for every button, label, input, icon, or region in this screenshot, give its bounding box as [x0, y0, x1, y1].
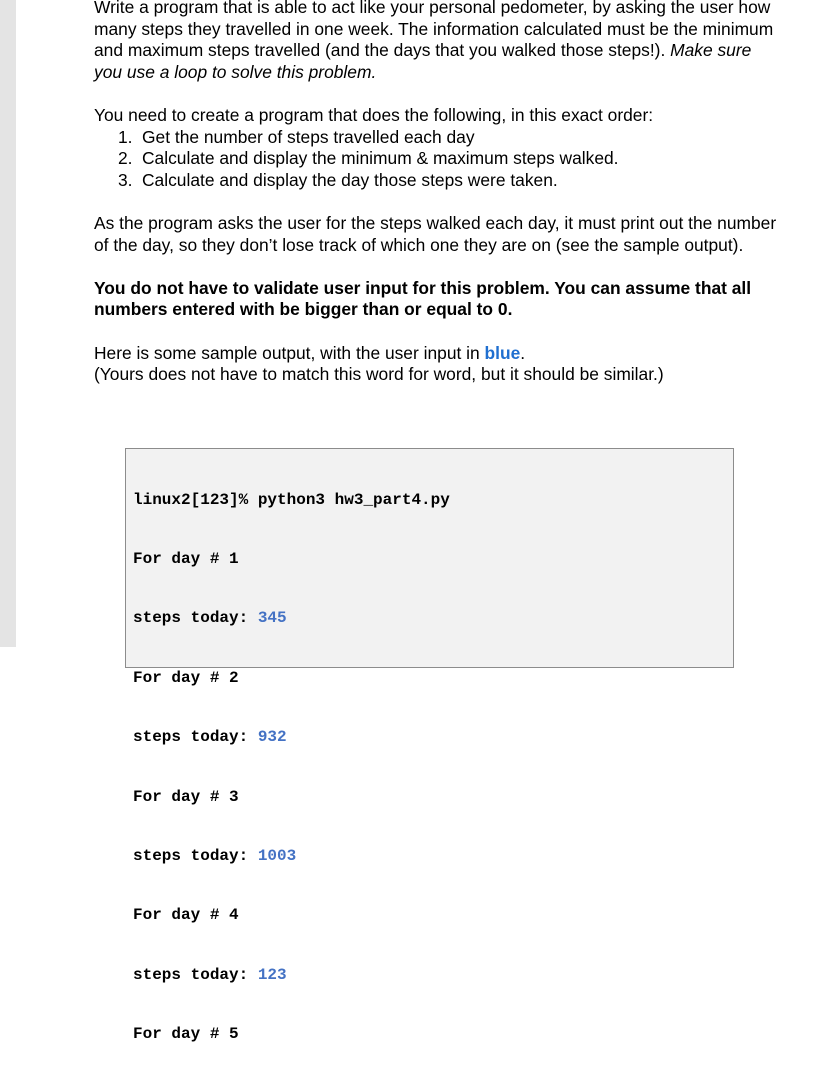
list-item-number: 3.: [118, 169, 133, 190]
terminal-line: [133, 788, 733, 808]
terminal-line: [133, 1025, 733, 1045]
list-item-number: 1.: [118, 126, 133, 147]
terminal-line: [133, 847, 733, 867]
terminal-label: steps today:: [133, 965, 258, 984]
intro-emphasis: Make sure you use a loop to solve this problem.: [94, 40, 752, 82]
terminal-command-line: linux2[123]% python3 hw3_part4.py: [133, 490, 450, 509]
terminal-label: For day # 4: [133, 906, 239, 925]
validation-note: You do not have to validate user input for this problem. You can assume that all numbers entered with be bigger than or equal to 0.: [94, 277, 752, 320]
blue-word: blue: [484, 342, 521, 363]
terminal-user-input: 123: [257, 965, 287, 984]
requirements-lead: You need to create a program that does the following, in this exact order:: [94, 104, 654, 125]
terminal-label: For day # 5: [133, 1025, 239, 1044]
terminal-label: steps today:: [133, 609, 258, 628]
terminal-label: steps today:: [133, 728, 258, 747]
list-item: [94, 170, 784, 192]
sample-note: (Yours does not have to match this word for word, but it should be similar.): [94, 364, 664, 385]
requirements-list: [94, 127, 784, 192]
sample-intro: [94, 343, 784, 365]
sample-intro-text: Here is some sample output, with the user input in: [94, 342, 485, 363]
sample-output-terminal: [125, 448, 734, 1044]
terminal-line: [133, 550, 733, 570]
terminal-user-input: 1003: [257, 846, 297, 865]
list-item: [94, 148, 784, 170]
terminal-line: [133, 669, 733, 689]
intro-text: Write a program that is able to act like your personal pedometer, by asking the user how many steps they travelled in one week. The information calculated must be the minimum and maximum steps travelled (and the days that you walked those steps!).: [94, 0, 774, 61]
terminal-label: For day # 3: [133, 787, 239, 806]
terminal-user-input: 345: [257, 609, 287, 628]
terminal-user-input: 932: [257, 728, 287, 747]
terminal-line: [133, 609, 733, 629]
terminal-line: [133, 728, 733, 748]
list-item-text: Get the number of steps travelled each day: [142, 126, 475, 147]
day-prompt-paragraph: As the program asks the user for the steps walked each day, it must print out the number of the day, so they don’t lose track of which one they are on (see the sample output).: [94, 212, 777, 255]
assignment-text: [94, 0, 784, 386]
list-item-number: 2.: [118, 148, 133, 169]
terminal-label: steps today:: [133, 846, 258, 865]
terminal-line: [133, 966, 733, 986]
list-item: [94, 127, 784, 149]
list-item-text: Calculate and display the day those steps were taken.: [142, 169, 558, 190]
sample-intro-period: .: [520, 342, 526, 363]
terminal-label: For day # 1: [133, 549, 239, 568]
list-item-text: Calculate and display the minimum & maximum steps walked.: [142, 148, 619, 169]
intro-paragraph: [94, 0, 784, 83]
page-margin-bar: [0, 0, 16, 647]
terminal-label: For day # 2: [133, 668, 239, 687]
terminal-line: [133, 906, 733, 926]
